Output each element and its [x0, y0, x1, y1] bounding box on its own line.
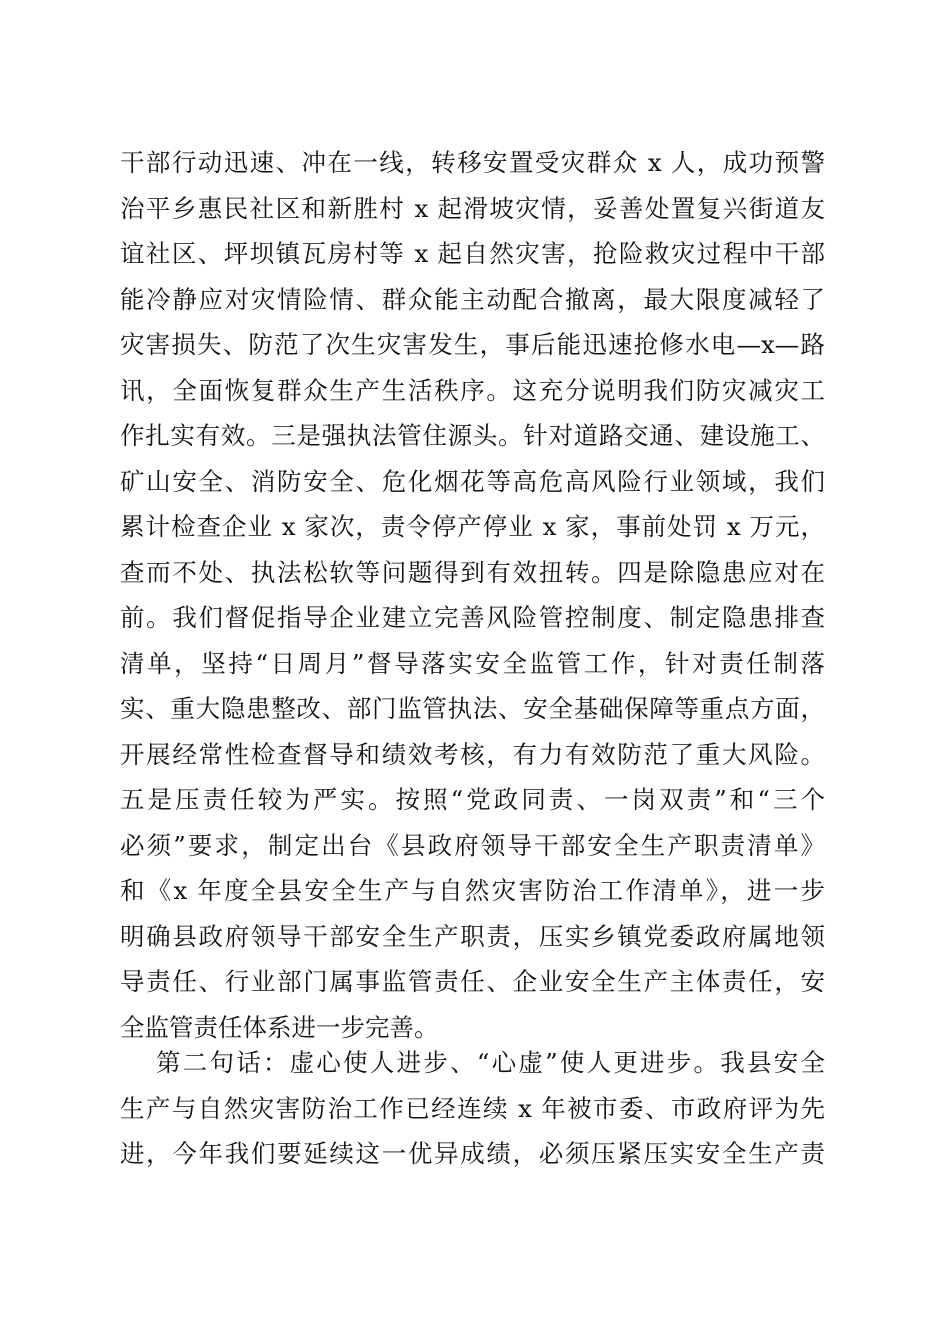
text-line: 第二句话：虚心使人进步、“心虚”使人更进步。我县安全 [156, 1048, 825, 1077]
paragraph-second-point [120, 1040, 825, 1177]
text-line: 五是压责任较为严实。按照“党政同责、一岗双责”和“三个 [120, 785, 825, 814]
text-line: 前。我们督促指导企业建立完善风险管控制度、制定隐患排查 [120, 603, 825, 632]
text-line: 讯，全面恢复群众生产生活秩序。这充分说明我们防灾减灾工 [120, 375, 825, 405]
text-line: 明确县政府领导干部安全生产职责，压实乡镇党委政府属地领 [120, 921, 825, 951]
text-line: 累计检查企业 x 家次，责令停产停业 x 家，事前处罚 x 万元， [120, 512, 825, 541]
text-line: 治平乡惠民社区和新胜村 x 起滑坡灾情，妥善处置复兴街道友 [120, 193, 825, 223]
text-line: 清单，坚持“日周月”督导落实安全监管工作，针对责任制落 [120, 648, 825, 678]
text-line: 全监管责任体系进一步完善。 [120, 1012, 439, 1042]
text-line: 谊社区、坪坝镇瓦房村等 x 起自然灾害，抢险救灾过程中干部 [120, 239, 825, 268]
text-line: 和《x 年度全县安全生产与自然灾害防治工作清单》，进一步 [120, 876, 825, 905]
text-line: 矿山安全、消防安全、危化烟花等高危高风险行业领域，我们 [120, 466, 825, 496]
text-line: 能冷静应对灾情险情、群众能主动配合撤离，最大限度减轻了 [120, 284, 825, 314]
text-line: 导责任、行业部门属事监管责任、企业安全生产主体责任，安 [120, 967, 825, 996]
text-line: 必须”要求，制定出台《县政府领导干部安全生产职责清单》 [120, 830, 825, 860]
text-line: 查而不处、执法松软等问题得到有效扭转。四是除隐患应对在 [120, 557, 825, 587]
text-line: 开展经常性检查督导和绩效考核，有力有效防范了重大风险。 [120, 739, 825, 769]
paragraph-achievements [120, 140, 825, 1050]
text-line: 实、重大隐患整改、部门监管执法、安全基础保障等重点方面， [120, 694, 825, 723]
text-line: 干部行动迅速、冲在一线，转移安置受灾群众 x 人，成功预警 [120, 148, 825, 177]
text-line: 生产与自然灾害防治工作已经连续 x 年被市委、市政府评为先 [120, 1093, 825, 1123]
text-line: 灾害损失、防范了次生灾害发生，事后能迅速抢修水电—x—路 [120, 330, 825, 359]
text-line: 进，今年我们要延续这一优异成绩，必须压紧压实安全生产责 [120, 1139, 825, 1168]
text-line: 作扎实有效。三是强执法管住源头。针对道路交通、建设施工、 [120, 421, 825, 450]
